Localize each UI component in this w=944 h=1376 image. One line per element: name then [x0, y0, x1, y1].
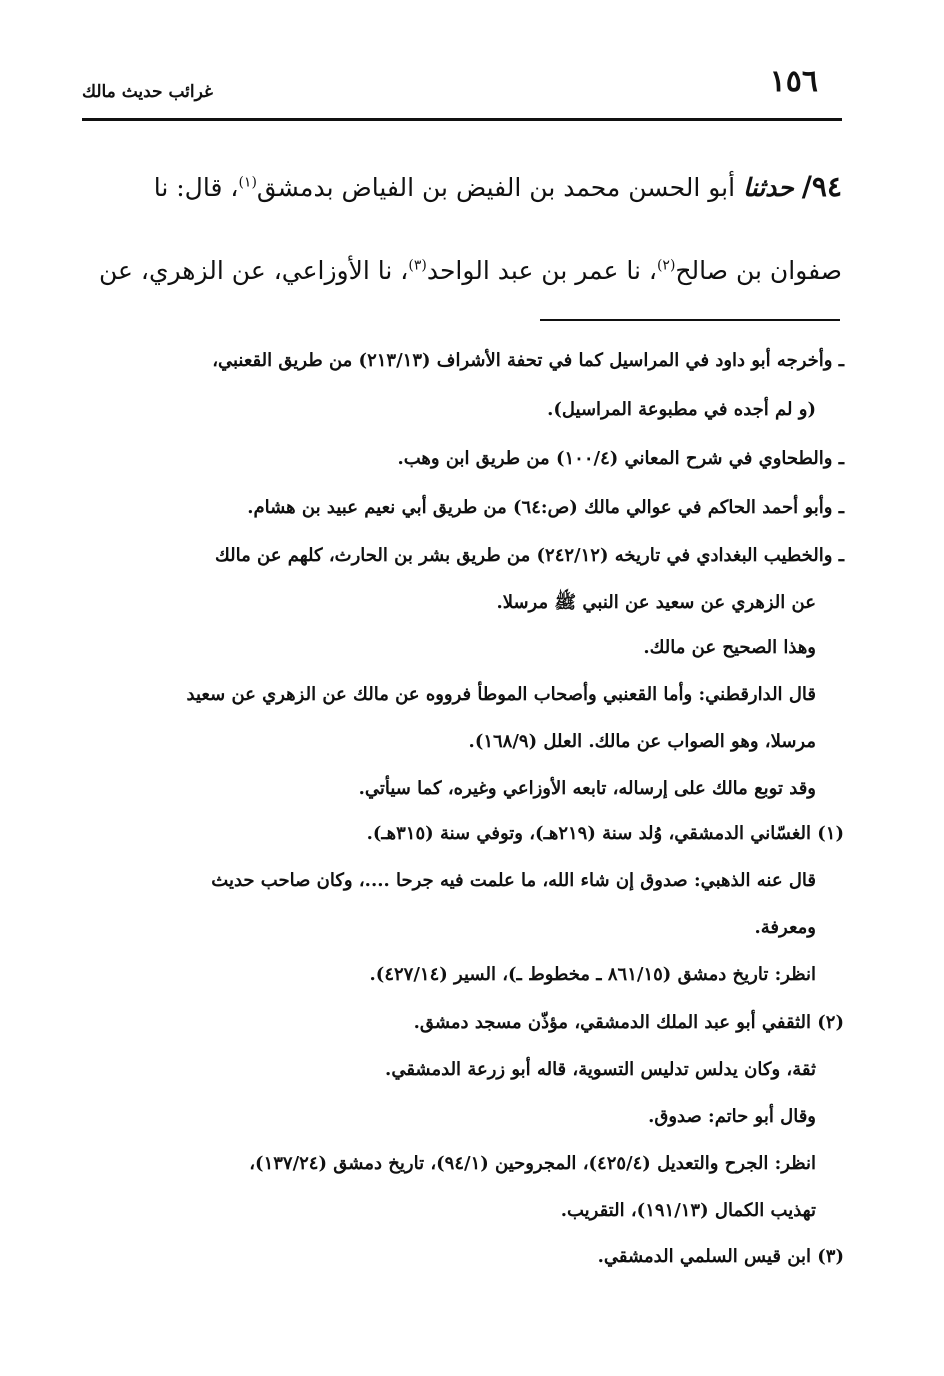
hadith-line1-text: أبو الحسن محمد بن الفيض بن الفياض بدمشق	[256, 173, 736, 202]
footnote-line: (١) الغسّاني الدمشقي، وُلد سنة (٢١٩هـ)، وتوفي سنة (٣١٥هـ).	[366, 823, 844, 844]
footnote-line: ـ وأبو أحمد الحاكم في عوالي مالك (ص:٦٤) من طريق أبي نعيم عبيد بن هشام.	[247, 497, 844, 518]
footnote-line: (٣) ابن قيس السلمي الدمشقي.	[597, 1246, 844, 1267]
hadith-line-1	[82, 172, 842, 203]
footnote-ref-2: (٢)	[656, 257, 676, 274]
hadith-lead-word: حدثنا	[743, 173, 794, 202]
footnote-line: ـ والخطيب البغدادي في تاريخه (٢٤٢/١٢) من طريق بشر بن الحارث، كلهم عن مالك	[215, 545, 844, 566]
footnote-line: (٢) الثقفي أبو عبد الملك الدمشقي، مؤذّن مسجد دمشق.	[413, 1012, 844, 1033]
footnote-line: (و لم أجده في مطبوعة المراسيل).	[547, 399, 816, 420]
footnote-line: عن الزهري عن سعيد عن النبي ﷺ مرسلا.	[496, 592, 816, 613]
hadith-line2-part3: ، نا الأوزاعي، عن الزهري، عن	[98, 256, 409, 285]
hadith-number: ٩٤/	[801, 170, 842, 203]
footnote-line: وهذا الصحيح عن مالك.	[643, 637, 816, 658]
footnote-line: وقد توبع مالك على إرساله، تابعه الأوزاعي وغيره، كما سيأتي.	[358, 778, 816, 799]
footnote-line: ومعرفة.	[754, 917, 816, 938]
hadith-line2-part2: ، نا عمر بن عبد الواحد	[426, 256, 657, 285]
footnote-line: وقال أبو حاتم: صدوق.	[648, 1106, 816, 1127]
page-number: ١٥٦	[769, 64, 818, 99]
footnote-ref-3: (٣)	[408, 257, 427, 274]
footnote-line: قال عنه الذهبي: صدوق إن شاء الله، ما علمت فيه جرحا ....، وكان صاحب حديث	[211, 870, 816, 891]
footnote-line: ثقة، وكان يدلس تدليس التسوية، قاله أبو زرعة الدمشقي.	[385, 1059, 816, 1080]
header-rule	[82, 118, 842, 121]
footnote-line: انظر: تاريخ دمشق (٨٦١/١٥ ـ مخطوط ـ)، السير (٤٢٧/١٤).	[369, 964, 816, 985]
hadith-line-2	[82, 256, 842, 286]
footnote-ref-1: (١)	[238, 174, 257, 191]
hadith-line2-part1: صفوان بن صالح	[675, 256, 842, 285]
running-title: غرائب حديث مالك	[82, 82, 213, 102]
footnote-line: انظر: الجرح والتعديل (٤٢٥/٤)، المجروحين (٩٤/١)، تاريخ دمشق (١٣٧/٢٤)،	[249, 1153, 816, 1174]
footnote-line: تهذيب الكمال (١٩١/١٣)، التقريب.	[560, 1200, 816, 1221]
footnote-line: ـ وأخرجه أبو داود في المراسيل كما في تحفة الأشراف (٢١٣/١٣) من طريق القعنبي،	[212, 350, 844, 371]
footnote-line: قال الدارقطني: وأما القعنبي وأصحاب الموطأ فرووه عن مالك عن الزهري عن سعيد	[186, 684, 816, 705]
page-header	[82, 62, 842, 120]
footnote-separator	[540, 319, 840, 321]
hadith-line1-tail: ، قال: نا	[153, 173, 239, 202]
footnote-line: مرسلا، وهو الصواب عن مالك. العلل (١٦٨/٩).	[468, 731, 816, 752]
footnote-line: ـ والطحاوي في شرح المعاني (١٠٠/٤) من طريق ابن وهب.	[397, 448, 844, 469]
